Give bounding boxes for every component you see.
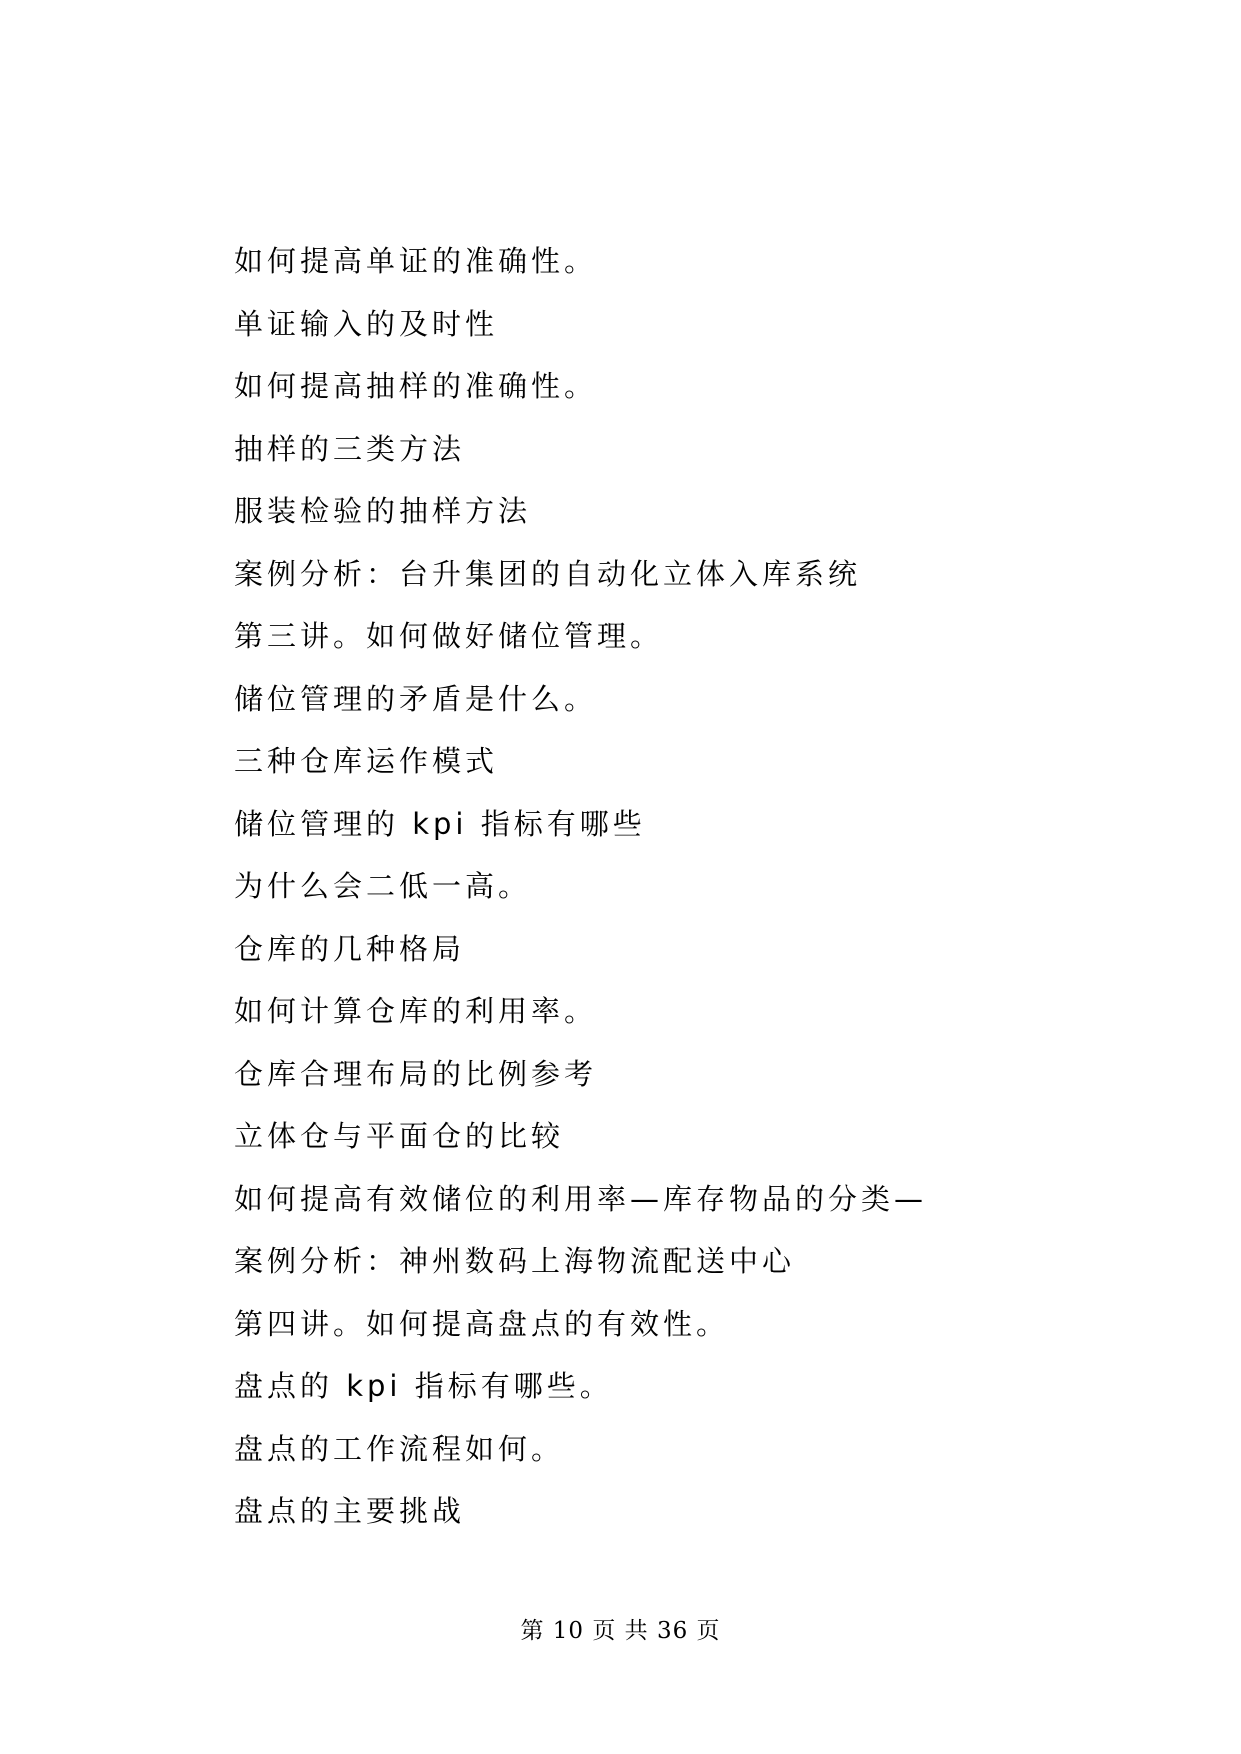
text-line: 仓库的几种格局 <box>234 931 466 966</box>
text-line: 如何提高有效储位的利用率—库存物品的分类— <box>234 1181 928 1216</box>
text-line: 案例分析：神州数码上海物流配送中心 <box>234 1244 796 1278</box>
page-number-footer: 第 10 页 共 36 页 <box>520 1618 721 1644</box>
text-line: 如何计算仓库的利用率。 <box>234 994 598 1028</box>
text-lines <box>234 230 927 1543</box>
text-line: 储位管理的 kpi 指标有哪些 <box>234 806 646 841</box>
text-line: 服装检验的抽样方法 <box>234 494 532 528</box>
text-line: 三种仓库运作模式 <box>234 744 499 778</box>
text-line: 如何提高抽样的准确性。 <box>234 369 598 403</box>
text-line: 单证输入的及时性 <box>234 306 499 341</box>
text-line: 盘点的主要挑战 <box>234 1494 466 1528</box>
text-line: 第四讲。如何提高盘点的有效性。 <box>234 1306 730 1341</box>
text-line: 仓库合理布局的比例参考 <box>234 1056 598 1091</box>
text-line: 第三讲。如何做好储位管理。 <box>234 619 664 653</box>
text-line: 盘点的工作流程如何。 <box>234 1431 565 1466</box>
text-line: 为什么会二低一高。 <box>234 869 532 903</box>
text-line: 立体仓与平面仓的比较 <box>234 1119 565 1153</box>
text-line: 案例分析：台升集团的自动化立体入库系统 <box>234 556 862 591</box>
text-line: 盘点的 kpi 指标有哪些。 <box>234 1369 613 1403</box>
text-line: 抽样的三类方法 <box>234 431 466 466</box>
text-line: 储位管理的矛盾是什么。 <box>234 681 598 716</box>
text-line: 如何提高单证的准确性。 <box>234 244 598 278</box>
